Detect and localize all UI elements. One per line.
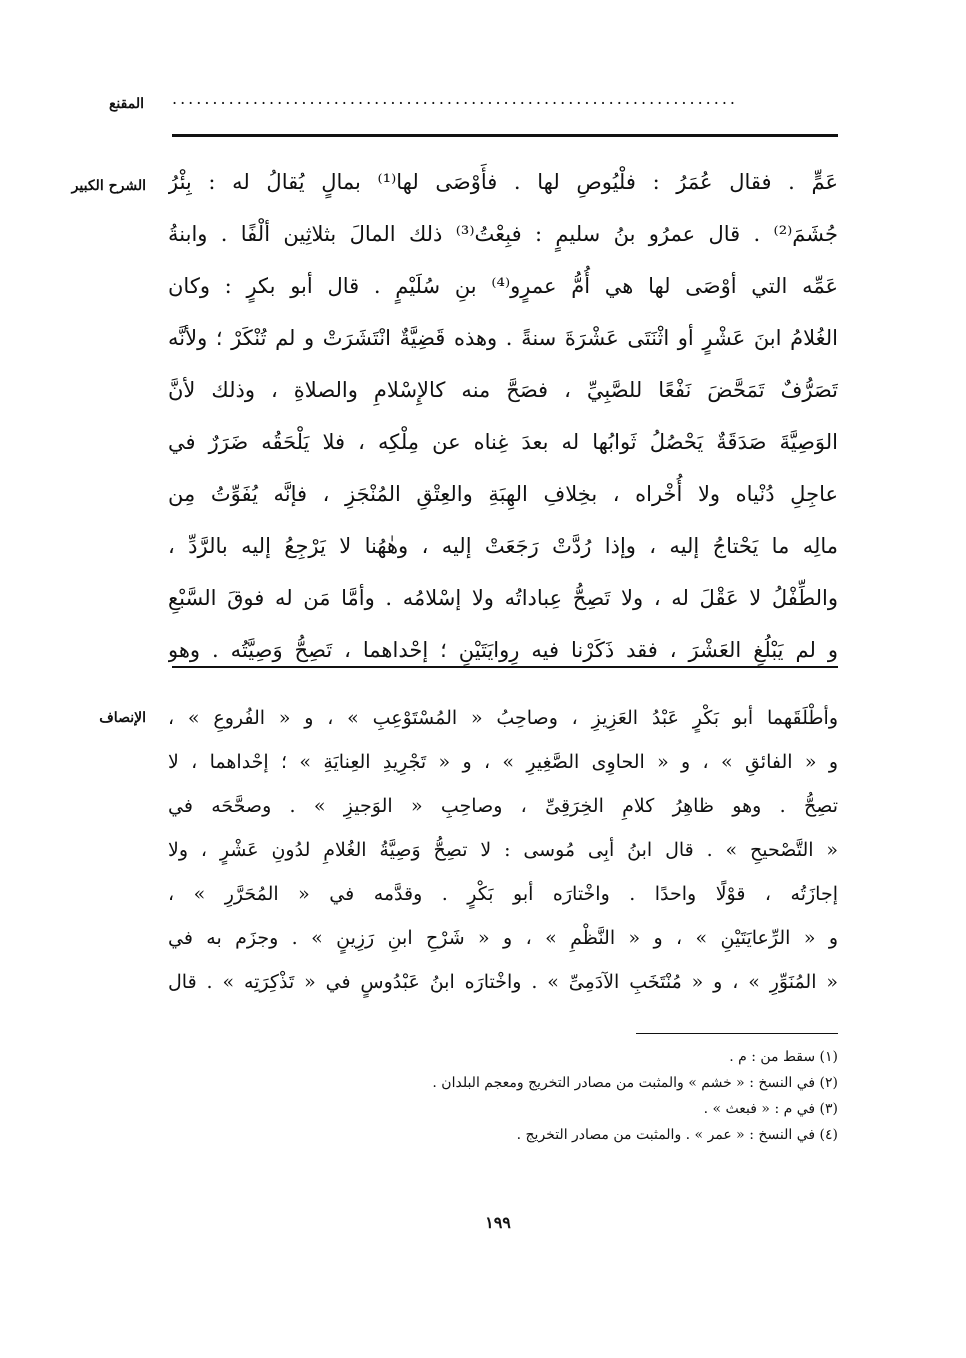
text-line: « المُنَوِّرِ » ، و « مُنْتَخَبِ الآدَمِىِّ » . واخْتارَه ابنُ عَبْدُوسٍ في « تَذْكِرَتِه » . قال <box>168 971 838 993</box>
footnote-rule <box>636 1033 838 1034</box>
text-line: وأطْلَقَهما أبو بَكْرٍ عَبْدُ العَزِيزِ ، وصاحِبُ « المُسْتَوْعِبِ » ، و « الفُروعِ » ، <box>168 707 838 729</box>
section-divider <box>172 666 838 668</box>
page-number: ١٩٩ <box>485 1213 511 1232</box>
text-line: والطِّفْلُ لا عَقْلَ له ، ولا تَصِحُّ عِباداتُه ولا إسْلامُه . وأمَّا مَن له فوقَ السَّبْعِ <box>168 586 838 610</box>
footnote: (٢) في النسخ : « خشم » والمثبت من مصادر التخريج ومعجم البلدان . <box>432 1075 838 1091</box>
footnote: (١) سقط من : م . <box>729 1049 838 1065</box>
footnotes <box>318 1044 838 1148</box>
footnote: (٣) في م : « فبعث » . <box>703 1101 838 1117</box>
text-line: تصِحُّ . وهو ظاهِرُ كلامِ الخِرَقِىِّ ، وصاحِبِ « الوَجيزِ » . وصحَّحَه في <box>168 795 838 817</box>
text-line: عَمِّه التي أوْصَى لها هي أُمُّ عمرٍو⁽⁴⁾ بنِ سُلَيْمٍ . قال أبو بكرٍ : وكان <box>168 274 838 298</box>
text-line: مالِه ما يَحْتاجُ إليه ، وإذا رُدَّتْ رَجَعَتْ إليه ، وهٰهُنا لا يَرْجِعُ إليه بالرَّدِّ ، <box>168 534 838 558</box>
insaf-text-block <box>168 696 838 1004</box>
text-line: الغُلامُ ابنَ عَشْرٍ أو اثْنَتَى عَشْرَةَ سنةً . وهذه قَضِيَّةٌ انْتَشَرَتْ و لم تُنْكَرْ ؛ ولأنَّه <box>168 326 838 350</box>
header-rule <box>172 134 838 137</box>
text-line: و « الفائقِ » ، و « الحاوِى الصَّغِيرِ » ، و « تَجْرِيدِ العِنايَةِ » ؛ إحْداهما ، لا <box>168 751 838 773</box>
text-line: جُشَمَ⁽²⁾ . قال عمرُو بنُ سليمٍ : فبِعْتُ⁽³⁾ ذلك المالَ بثلاثِين ألْفًا . وابنةُ <box>168 222 838 246</box>
text-line: تَصَرُّفٌ تَمَحَّضَ نَفْعًا للصَّبِيِّ ، فصَحَّ منه كالإِسْلامِ والصلاةِ ، وذلك لأنَّ <box>168 378 838 402</box>
section-label-sharh: الشرح الكبير <box>71 178 146 194</box>
text-line: « التَّصْحيحِ » . قال ابنُ أبِى مُوسى : لا تصِحُّ وَصِيَّةُ الغُلامِ لدُونِ عَشْرٍ ، ولا <box>168 839 838 861</box>
running-title: المقنع <box>108 96 144 112</box>
footnote: (٤) في النسخ : « عمر » . والمثبت من مصادر التخريج . <box>516 1127 838 1143</box>
text-line: عاجِلِ دُنْياه ولا أُخْراه ، بخِلافِ الهِبَةِ والعِتْقِ المُنْجَزِ ، فإنَّه يُفَوِّتُ مِن <box>168 482 838 506</box>
text-line: و لم يَبْلُغِ العَشْرَ ، فقد ذَكَرْنا فيه رِوايَتَيْنِ ؛ إحْداهما ، تَصِحُّ وَصِيَّتُه . وهو <box>168 638 838 662</box>
text-line: الوَصِيَّةَ صَدَقَةٌ يَحْصُلُ ثَوابُها له بعدَ غِناه عن مِلْكِه ، فلا يَلْحَقُه ضَرَرٌ في <box>168 430 838 454</box>
text-line: و « الرِّعايَتَيْنِ » ، و « النَّظْمِ » ، و « شَرْحِ ابنِ رَزِينٍ » . وجزَم به في <box>168 927 838 949</box>
text-line: عَمٍّ . فقال عُمَرُ : فلْيُوصِ لها . فأَوْصَى لها⁽¹⁾ بمالٍ يُقالُ له : بِئْرُ <box>168 170 838 194</box>
sharh-text-block <box>168 156 838 676</box>
text-line: إجازَتُه ، قوْلًا واحدًا . واخْتارَه أبو بَكْرٍ . وقدَّمه في « المُحَرَّرِ » ، <box>168 883 838 905</box>
dot-leader: ...................................................................... <box>172 91 739 107</box>
section-label-insaf: الإنصاف <box>99 710 146 726</box>
